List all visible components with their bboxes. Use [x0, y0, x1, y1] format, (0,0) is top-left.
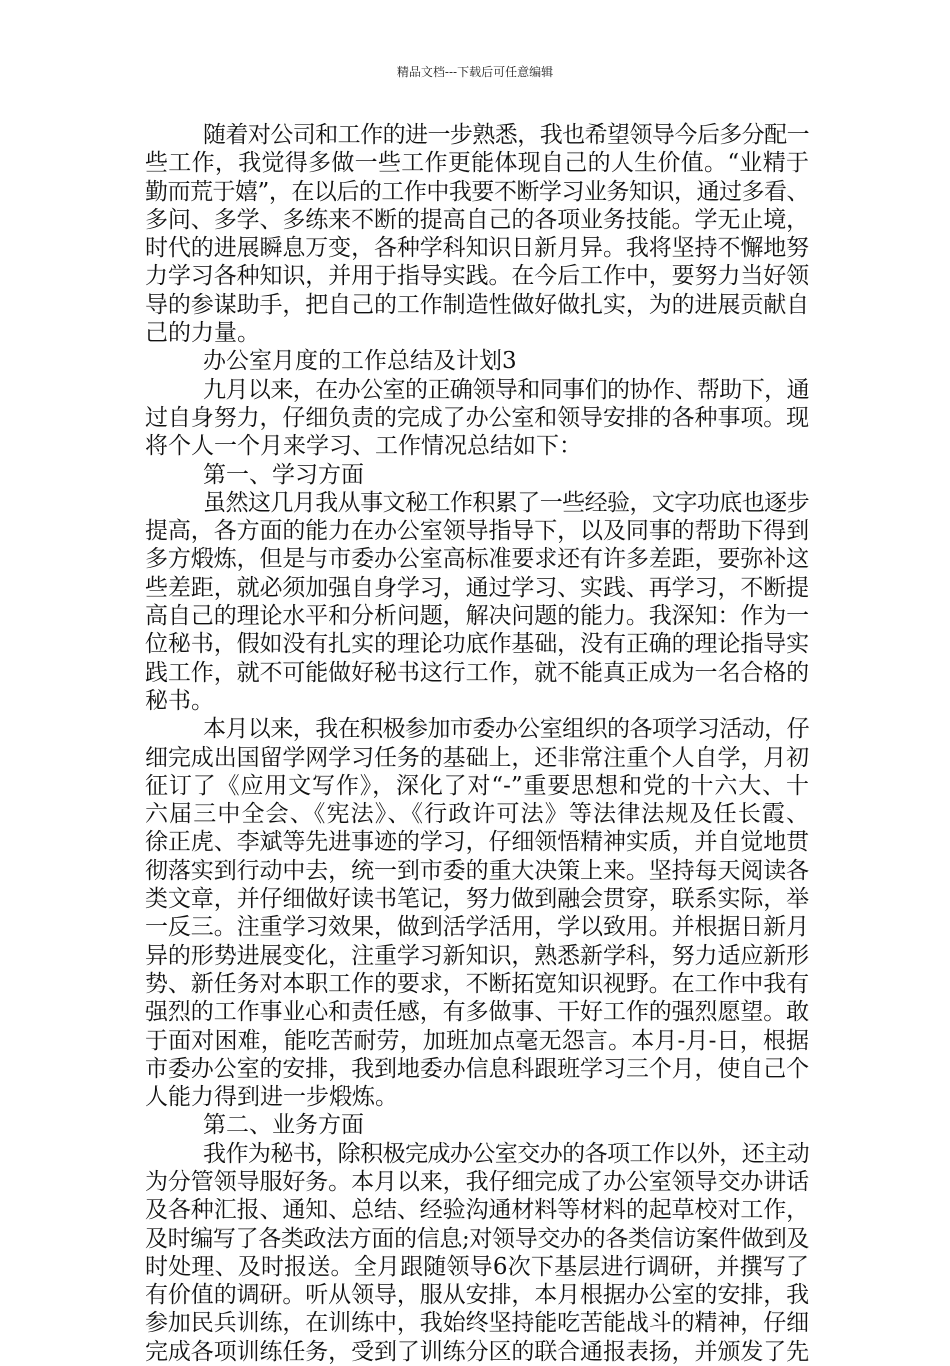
text-line: 高自己的理论水平和分析问题，解决问题的能力。我深知：作为一 — [145, 603, 809, 630]
text-line: 类文章，并仔细做好读书笔记，努力做到融会贯穿，联系实际，举 — [145, 886, 809, 913]
text-line: 将个人一个月来学习、工作情况总结如下： — [145, 433, 582, 460]
text-line: 六届三中全会、《宪法》、《行政许可法》等法律法规及任长霞、 — [145, 801, 809, 828]
text-line: 我作为秘书，除积极完成办公室交办的各项工作以外，还主动 — [203, 1140, 809, 1167]
text-line: 及各种汇报、通知、总结、经验沟通材料等材料的起草校对工作， — [145, 1197, 809, 1224]
text-line: 勤而荒于嬉”，在以后的工作中我要不断学习业务知识，通过多看、 — [145, 178, 809, 205]
text-line: 时代的进展瞬息万变，各种学科知识日新月异。我将坚持不懈地努 — [145, 235, 809, 262]
text-line: 秘书。 — [145, 687, 214, 714]
text-line: 第一、学习方面 — [203, 461, 364, 488]
text-line: 随着对公司和工作的进一步熟悉，我也希望领导今后多分配一 — [203, 122, 809, 148]
text-line: 一反三。注重学习效果，做到活学活用，学以致用。并根据日新月 — [145, 914, 809, 941]
text-line: 些工作，我觉得多做一些工作更能体现自己的人生价值。“业精于 — [145, 150, 809, 177]
text-line: 些差距，就必须加强自身学习，通过学习、实践、再学习，不断提 — [145, 574, 809, 601]
text-line: 参加民兵训练，在训练中，我始终坚持能吃苦能战斗的精神，仔细 — [145, 1310, 809, 1337]
text-line: 及时编写了各类政法方面的信息;对领导交办的各类信访案件做到及 — [145, 1225, 809, 1252]
text-line: 办公室月度的工作总结及计划3 — [203, 348, 517, 375]
text-line: 力学习各种知识，并用于指导实践。在今后工作中，要努力当好领 — [145, 263, 809, 290]
text-line: 位秘书，假如没有扎实的理论功底作基础，没有正确的理论指导实 — [145, 631, 809, 658]
text-line: 多方煅炼，但是与市委办公室高标准要求还有许多差距，要弥补这 — [145, 546, 809, 573]
text-line: 本月以来，我在积极参加市委办公室组织的各项学习活动，仔 — [203, 716, 809, 743]
text-line: 异的形势进展变化，注重学习新知识，熟悉新学科，努力适应新形 — [145, 942, 809, 969]
text-line: 有价值的调研。听从领导，服从安排，本月根据办公室的安排，我 — [145, 1282, 809, 1309]
text-line: 徐正虎、李斌等先进事迹的学习，仔细领悟精神实质，并自觉地贯 — [145, 829, 809, 856]
text-line: 践工作，就不可能做好秘书这行工作，就不能真正成为一名合格的 — [145, 659, 809, 686]
text-line: 势、新任务对本职工作的要求，不断拓宽知识视野。在工作中我有 — [145, 970, 809, 997]
text-line: 彻落实到行动中去，统一到市委的重大决策上来。坚持每天阅读各 — [145, 857, 809, 884]
text-line: 第二、业务方面 — [203, 1112, 364, 1139]
text-line: 为分管领导服好务。本月以来，我仔细完成了办公室领导交办讲话 — [145, 1168, 809, 1195]
document-body — [145, 121, 809, 1366]
text-line: 过自身努力，仔细负责的完成了办公室和领导安排的各种事项。现 — [145, 404, 809, 431]
text-line: 多问、多学、多练来不断的提高自己的各项业务技能。学无止境， — [145, 206, 809, 233]
text-line: 强烈的工作事业心和责任感，有多做事、干好工作的强烈愿望。敢 — [145, 999, 809, 1026]
text-line: 于面对困难，能吃苦耐劳，加班加点毫无怨言。本月-月-日，根据 — [145, 1027, 809, 1054]
text-line: 细完成出国留学网学习任务的基础上，还非常注重个人自学，月初 — [145, 744, 809, 771]
text-line: 完成各项训练任务，受到了训练分区的联合通报表扬，并颁发了先 — [145, 1338, 809, 1365]
text-line: 导的参谋助手，把自己的工作制造性做好做扎实，为的进展贡献自 — [145, 291, 809, 318]
text-line: 征订了《应用文写作》，深化了对“-”重要思想和党的十六大、十 — [145, 772, 809, 799]
text-line: 提高，各方面的能力在办公室领导指导下，以及同事的帮助下得到 — [145, 518, 809, 545]
text-line: 己的力量。 — [145, 320, 260, 347]
text-line: 九月以来，在办公室的正确领导和同事们的协作、帮助下，通 — [203, 376, 809, 403]
page-header: 精品文档---下载后可任意编辑 — [396, 65, 554, 79]
text-line: 虽然这几月我从事文秘工作积累了一些经验，文字功底也逐步 — [203, 489, 809, 516]
text-line: 市委办公室的安排，我到地委办信息科跟班学习三个月，使自己个 — [145, 1055, 809, 1082]
text-line: 时处理、及时报送。全月跟随领导6次下基层进行调研，并撰写了 — [145, 1253, 809, 1280]
text-line: 人能力得到进一步煅炼。 — [145, 1084, 398, 1111]
